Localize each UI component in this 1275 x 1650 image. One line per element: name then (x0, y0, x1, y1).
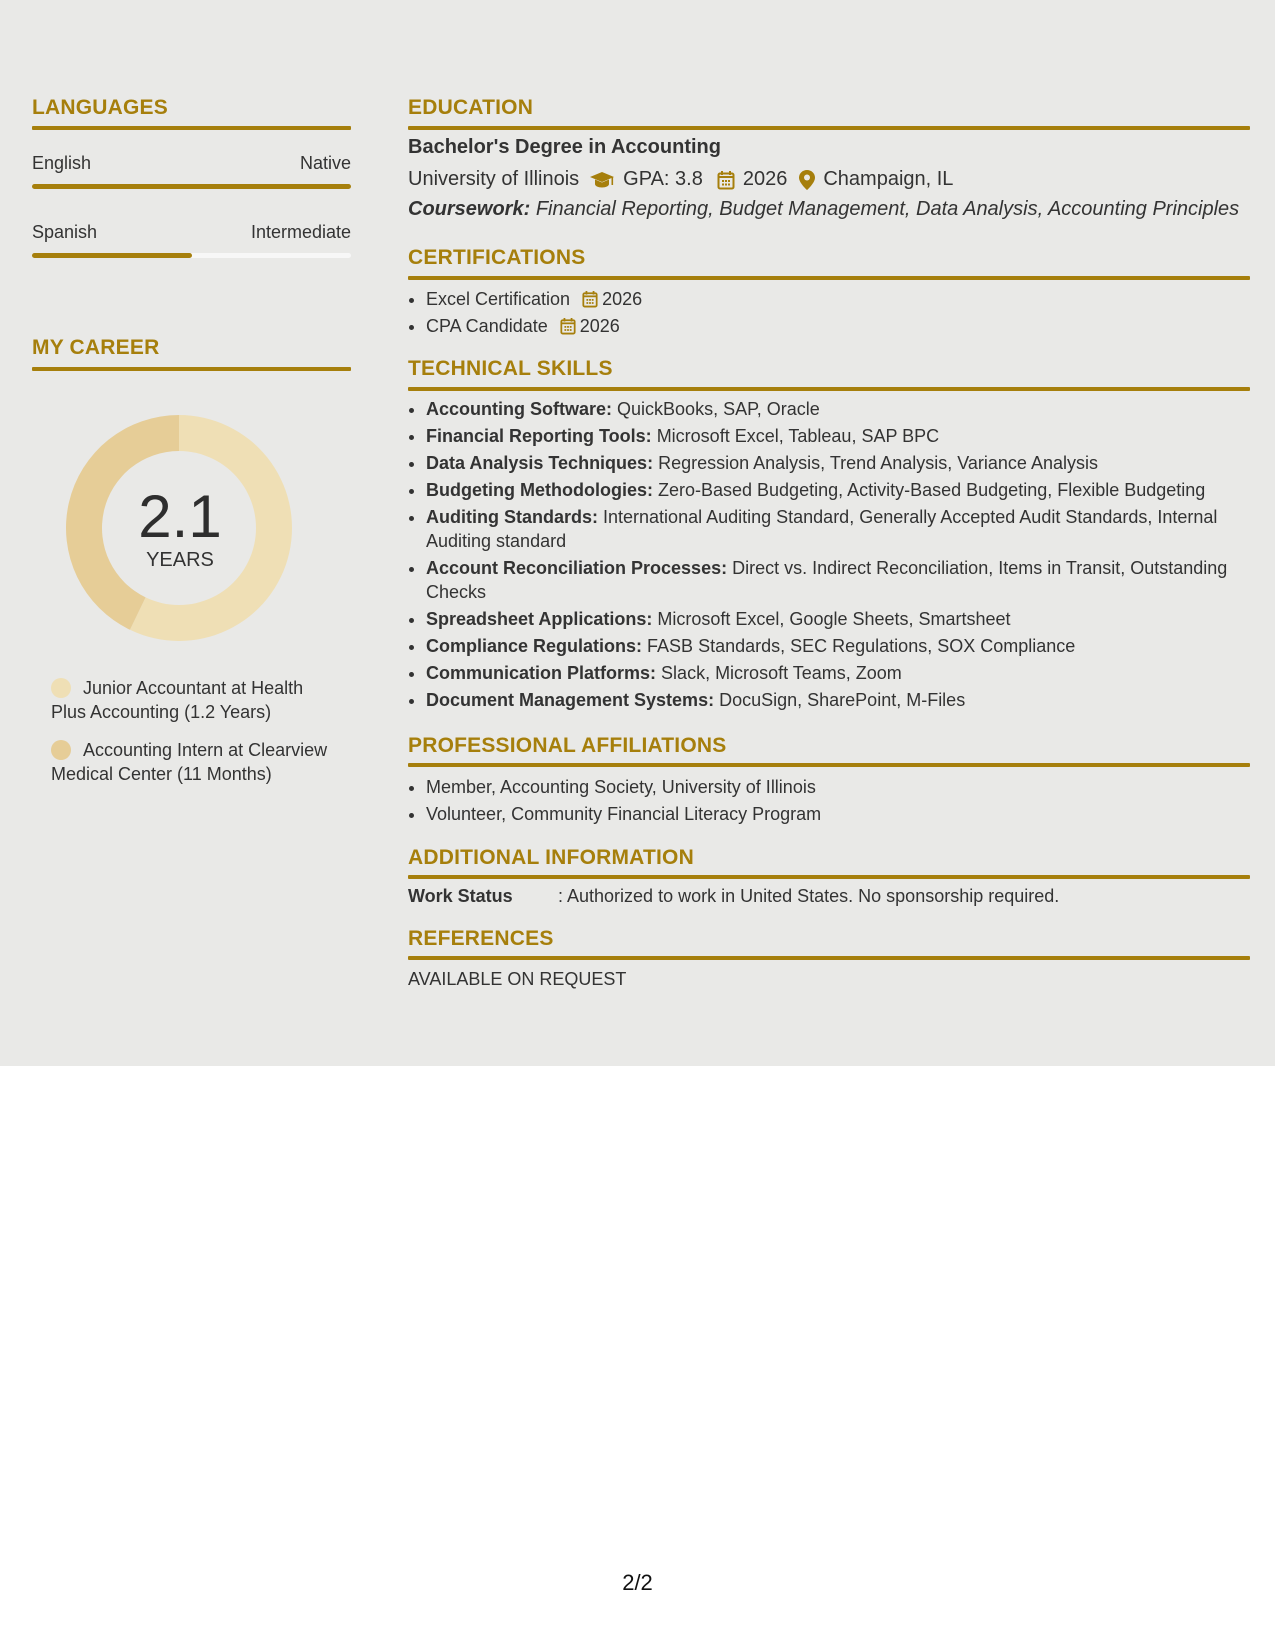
affiliations-title: PROFESSIONAL AFFILIATIONS (408, 734, 727, 757)
certification-item (426, 287, 1266, 311)
certifications-title: CERTIFICATIONS (408, 246, 586, 269)
references-text: AVAILABLE ON REQUEST (408, 969, 627, 989)
legend-dot (51, 678, 71, 698)
skill-value: International Auditing Standard, Generally Accepted Audit Standards, Internal Auditing standard (426, 507, 1218, 551)
calendar-icon (582, 290, 598, 308)
certification-name: • Excel Certification (426, 289, 571, 309)
additional-info-rule (408, 875, 1250, 879)
affiliation-item: • Member, Accounting Society, University of Illinois (426, 775, 1266, 799)
education-location: Champaign, IL (823, 168, 954, 190)
language-level: Native (299, 153, 351, 173)
legend-label: Accounting Intern at Clearview Medical Center (11 Months) (51, 740, 328, 784)
skill-value: Zero-Based Budgeting, Activity-Based Budgeting, Flexible Budgeting (657, 480, 1206, 500)
education-coursework (408, 198, 1239, 221)
certifications-rule (408, 276, 1250, 280)
career-legend-item (51, 738, 341, 786)
education-title: EDUCATION (408, 96, 534, 119)
education-details (408, 168, 953, 191)
career-title: MY CAREER (32, 336, 160, 359)
skill-item (426, 661, 1266, 685)
skill-item (426, 688, 1266, 712)
affiliations-rule (408, 763, 1250, 767)
career-rule (32, 367, 351, 371)
technical-skills-title: TECHNICAL SKILLS (408, 357, 613, 380)
skill-label: Communication Platforms: (426, 663, 657, 683)
skill-value: Microsoft Excel, Tableau, SAP BPC (656, 426, 940, 446)
skill-item (426, 424, 1266, 448)
language-level: Intermediate (250, 222, 351, 242)
skill-item (426, 556, 1266, 604)
legend-label: Junior Accountant at Health Plus Accounting (1.2 Years) (51, 678, 304, 722)
references-rule (408, 956, 1250, 960)
skill-label: Data Analysis Techniques: (426, 453, 654, 473)
career-unit-label: YEARS (146, 549, 214, 571)
career-legend-item (51, 676, 341, 724)
work-status-label: Work Status (408, 886, 513, 906)
skill-value: Slack, Microsoft Teams, Zoom (661, 663, 902, 683)
language-bar-fill (32, 184, 351, 189)
work-status-value: : Authorized to work in United States. No sponsorship required. (558, 886, 1060, 906)
certification-year: 2026 (602, 289, 643, 309)
technical-skills-list (408, 397, 1266, 715)
calendar-icon (717, 170, 735, 190)
legend-dot (51, 740, 71, 760)
education-rule (408, 126, 1250, 130)
skill-value: QuickBooks, SAP, Oracle (617, 399, 820, 419)
references-title: REFERENCES (408, 927, 554, 950)
skill-value: Regression Analysis, Trend Analysis, Variance Analysis (658, 453, 1098, 473)
calendar-icon (560, 317, 576, 335)
additional-info-title: ADDITIONAL INFORMATION (408, 846, 694, 869)
skill-label: Auditing Standards: (426, 507, 598, 527)
affiliation-item: • Volunteer, Community Financial Literacy Program (426, 802, 1266, 826)
skill-item (426, 634, 1266, 658)
skill-item (426, 397, 1266, 421)
certifications-list (408, 287, 1266, 341)
skill-label: Financial Reporting Tools: (426, 426, 652, 446)
page-number: 2/2 (622, 1570, 653, 1595)
certification-name: • CPA Candidate (426, 316, 548, 336)
language-name: English (32, 153, 92, 173)
education-gpa: GPA: 3.8 (623, 168, 703, 190)
education-year: 2026 (742, 168, 788, 190)
technical-skills-rule (408, 387, 1250, 391)
skill-value: Direct vs. Indirect Reconciliation, Items in Transit, Outstanding Checks (426, 558, 1228, 602)
certification-year: 2026 (579, 316, 620, 336)
language-name: Spanish (32, 222, 98, 242)
skill-value: DocuSign, SharePoint, M-Files (719, 690, 966, 710)
skill-label: Compliance Regulations: (426, 636, 643, 656)
skill-item (426, 478, 1266, 502)
languages-title: LANGUAGES (32, 96, 168, 119)
skill-value: FASB Standards, SEC Regulations, SOX Compliance (647, 636, 1076, 656)
skill-value: Microsoft Excel, Google Sheets, Smartsheet (657, 609, 1011, 629)
skill-label: Account Reconciliation Processes: (426, 558, 728, 578)
affiliations-list (408, 775, 1266, 829)
skill-label: Spreadsheet Applications: (426, 609, 653, 629)
skill-item (426, 451, 1266, 475)
skill-label: Accounting Software: (426, 399, 613, 419)
languages-rule (32, 126, 351, 130)
education-school: University of Illinois (408, 168, 580, 190)
skill-item (426, 505, 1266, 553)
certification-item (426, 314, 1266, 338)
coursework-text: Financial Reporting, Budget Management, Data Analysis, Accounting Principles (535, 198, 1240, 220)
skill-item (426, 607, 1266, 631)
education-degree: Bachelor's Degree in Accounting (408, 136, 721, 158)
language-bar-fill (32, 253, 192, 258)
coursework-label: Coursework: (408, 198, 531, 220)
graduation-cap-icon (589, 170, 615, 190)
career-total-years: 2.1 (138, 483, 222, 550)
skill-label: Document Management Systems: (426, 690, 715, 710)
skill-label: Budgeting Methodologies: (426, 480, 653, 500)
map-pin-icon (799, 170, 815, 190)
